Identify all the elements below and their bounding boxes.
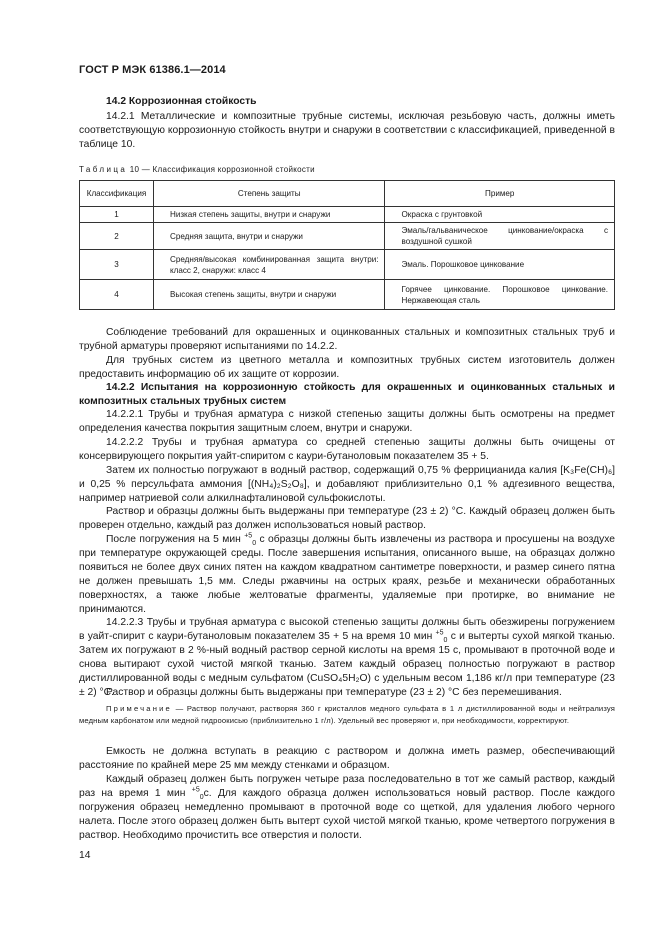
cell-example: Горячее цинкование. Порошковое цинкование. Нержавеющая сталь <box>385 280 615 310</box>
table-row <box>80 207 615 223</box>
table-row <box>80 223 615 250</box>
cell-class: 1 <box>80 207 154 223</box>
page-number: 14 <box>79 850 91 861</box>
cell-protection: Высокая степень защиты, внутри и снаружи <box>153 280 385 310</box>
each-text-a: Каждый образец должен быть погружен четыре раза последовательно в тот же самый раствор, каждый раз на время 1 мин <box>79 774 615 799</box>
column-header-example: Пример <box>385 181 615 207</box>
after-text-a: После погружения на 5 мин <box>106 534 241 545</box>
cell-protection: Средняя/высокая комбинированная защита внутри: класс 2, снаружи: класс 4 <box>153 250 385 280</box>
column-header-protection: Степень защиты <box>153 181 385 207</box>
immersion-text-b: и 0,25 % персульфата аммония <box>79 478 243 490</box>
paragraph-immersion-solution <box>79 464 615 506</box>
tolerance-zero: 0 <box>443 636 448 644</box>
cell-protection: Средняя защита, внутри и снаружи <box>153 223 385 250</box>
paragraph-14-2-2-1: 14.2.2.1 Трубы и трубная арматура с низкой степенью защиты должны быть осмотрены на предмет определения качества покрытия защитным слоем, внутри и снаружи. <box>79 409 615 434</box>
each-text-b: с. Для каждого образца должен использоваться новый раствор. После каждого погружения образец немедленно промывают в проточной воде со щеткой, для удаления любого черного налета. После этого образец должен быть вытерт сухой чистой мягкой тканью, кроме четвертого погружения в раствор. Необходимо прочистить все отверстия и полости. <box>79 787 615 841</box>
high-protection-text-a: 14.2.2.3 Трубы и трубная арматура с высокой степенью защиты должны быть обезжирены погружением в уайт-спирит с каури-бутаноловым показателем 35 + 5 на время 10 мин <box>79 617 615 642</box>
table-row <box>80 280 615 310</box>
tolerance-plus: +5 <box>191 786 200 794</box>
paragraph-compliance: Соблюдение требований для окрашенных и оцинкованных стальных и композитных стальных труб и трубной арматуры проверяют испытаниями по 14.2.2. <box>79 327 615 352</box>
table-row <box>80 250 615 280</box>
paragraph-hold-temperature: Раствор и образцы должны быть выдержаны при температуре (23 ± 2) °С. Каждый образец должен быть проверен отдельно, каждый раз должен использоваться новый раствор. <box>79 506 615 531</box>
paragraph-each-sample <box>79 773 615 843</box>
paragraph-after-immersion <box>79 533 615 616</box>
high-protection-text-c: с удельным весом 1,186 кг/л при температуре (23 ± 2) °С. <box>79 672 615 698</box>
paragraph-14-2-1: 14.2.1 Металлические и композитные трубные системы, исключая резьбовую часть, должны иметь соответствующую коррозионную стойкость внутри и снаружи в соответствии с классификацией, приведенной в таблице 10. <box>79 111 615 150</box>
formula-copper-sulfate: (CuSO₄5H₂O) <box>306 672 371 684</box>
table-caption <box>79 165 315 174</box>
cell-class: 3 <box>80 250 154 280</box>
tolerance-plus: +5 <box>244 532 253 540</box>
immersion-text-a: Затем их полностью погружают в водный раствор, содержащий 0,75 % феррицианида калия <box>106 465 557 476</box>
high-protection-text-b: с и вытерты сухой мягкой тканью. Затем их погружают в 2 %-ный водный раствор серной кислоты на время 15 с, промывают в проточной воде и снова вытирают сухой чистой мягкой тканью. Затем каждый образец полностью погружают в раствор дистиллированной воды с медным сульфатом <box>79 630 615 684</box>
cell-class: 4 <box>80 280 154 310</box>
table-header-row <box>80 181 615 207</box>
paragraph-nonferrous: Для трубных систем из цветного металла и композитных трубных систем изготовитель должен предоставить информацию об их защите от коррозии. <box>79 355 615 380</box>
after-text-b: с образцы должны быть извлечены из раствора и просушены на воздухе при температуре окружающей среды. После завершения испытания, описанного выше, на образцах должно появиться не более двух синих пятен на каждом квадратном сантиметре поверхности, и размер синего пятна не должен превышать 1,5 мм. Следы ржавчины на острых краях, резьбе и механически обработанных поверхностях, а также любые желтоватые фрагменты, удаляемые при протирке, во внимание не принимаются. <box>79 534 615 615</box>
tolerance-plus: +5 <box>435 629 444 637</box>
immersion-text-c: , и добавляют приблизительно 0,1 % адгезивного вещества, например натриевой соли алкилнафталиновой сульфокислоты. <box>79 478 615 504</box>
formula-potassium-ferricyanide: [K₃Fe(CH)₆] <box>560 465 615 476</box>
note-text: — Раствор получают, растворяя 360 г кристаллов медного сульфата в 1 л дистиллированной воды и нейтрализуя медным карбонатом или медной гидроокисью (приблизительно 1 г/л). Удельный вес проверяют и, при необходимости, корректируют. <box>79 704 615 725</box>
formula-ammonium-persulfate: [(NH₄)₂S₂O₈] <box>248 478 307 490</box>
column-header-classification: Классификация <box>80 181 154 207</box>
cell-example: Эмаль. Порошковое цинкование <box>385 250 615 280</box>
paragraph-vessel: Емкость не должна вступать в реакцию с раствором и должна иметь размер, обеспечивающий расстояние по крайней мере 25 мм между стенками и образцом. <box>79 746 615 771</box>
table-caption-label: Таблица <box>79 165 128 174</box>
section-heading-14-2: 14.2 Коррозионная стойкость <box>106 96 257 107</box>
tolerance-zero: 0 <box>252 540 257 548</box>
cell-class: 2 <box>80 223 154 250</box>
tolerance-zero: 0 <box>199 793 204 801</box>
paragraph-14-2-2-2: 14.2.2.2 Трубы и трубная арматура со средней степенью защиты должны быть очищены от консервирующего покрытия уайт-спиритом с каури-бутаноловым показателем 35 + 5. <box>79 437 615 462</box>
paragraph-hold-no-stirring: Раствор и образцы должны быть выдержаны при температуре (23 ± 2) °С без перемешивания. <box>106 687 562 698</box>
note <box>79 703 615 726</box>
cell-example: Окраска с грунтовкой <box>385 207 615 223</box>
table-caption-text: 10 — Классификация коррозионной стойкости <box>129 165 315 174</box>
note-label: Примечание <box>106 704 172 713</box>
section-heading-14-2-2: 14.2.2 Испытания на коррозионную стойкость для окрашенных и оцинкованных стальных и композитных стальных трубных систем <box>79 382 615 407</box>
cell-protection: Низкая степень защиты, внутри и снаружи <box>153 207 385 223</box>
document-header: ГОСТ Р МЭК 61386.1—2014 <box>79 64 226 76</box>
cell-example: Эмаль/гальваническое цинкование/окраска с воздушной сушкой <box>385 223 615 250</box>
corrosion-classification-table <box>79 180 615 310</box>
